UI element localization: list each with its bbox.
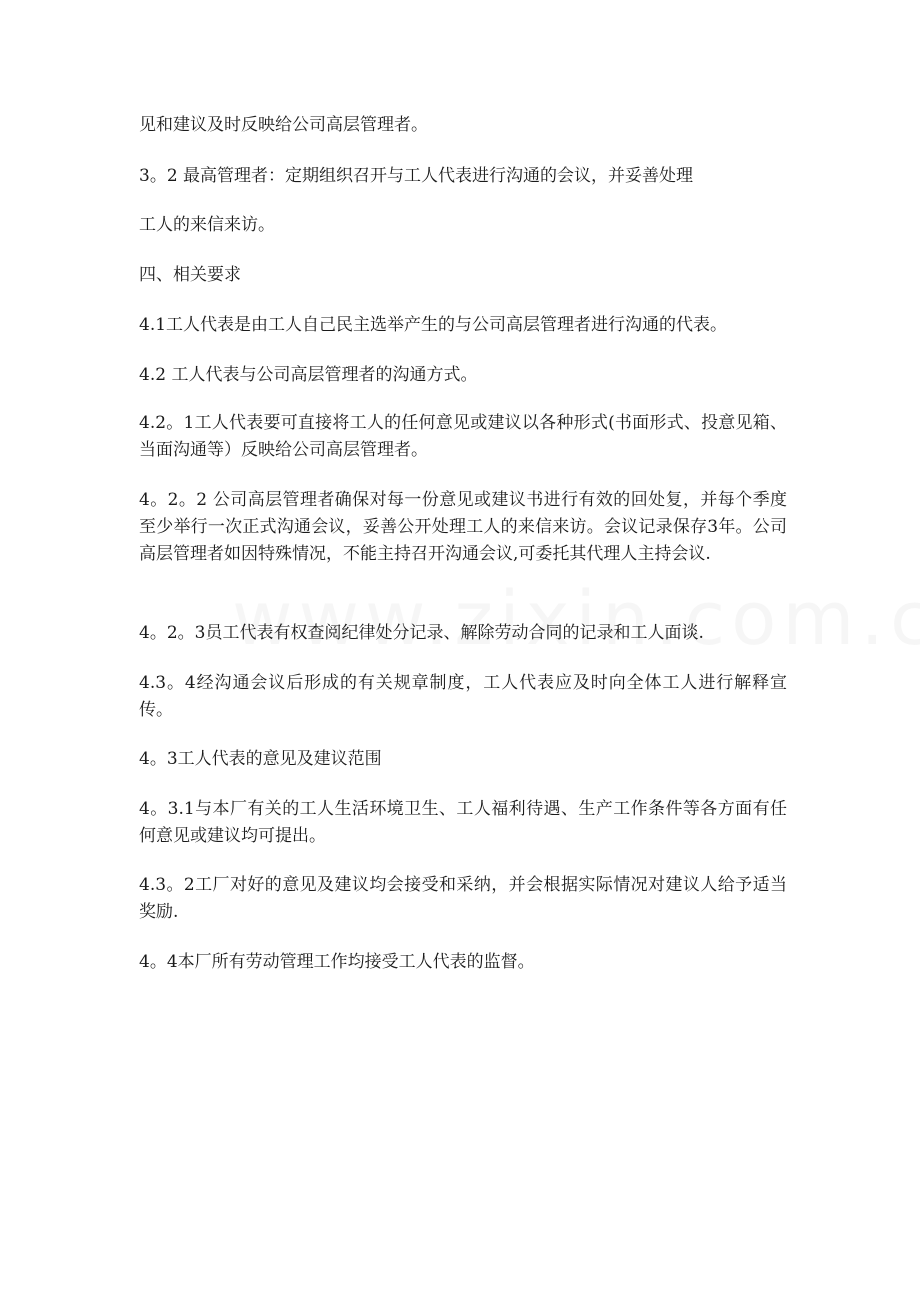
paragraph-4-3: 4。3工人代表的意见及建议范围 xyxy=(139,749,382,769)
watermark xyxy=(232,576,920,662)
paragraph-3: 工人的来信来访。 xyxy=(139,215,275,235)
section-heading: 四、相关要求 xyxy=(139,265,241,285)
paragraph-4-3-4: 4.3。4经沟通会议后形成的有关规章制度，工人代表应及时向全体工人进行解释宣传。 xyxy=(139,673,787,720)
paragraph-1: 见和建议及时反映给公司高层管理者。 xyxy=(139,115,428,135)
paragraph-4-1: 4.1工人代表是由工人自己民主选举产生的与公司高层管理者进行沟通的代表。 xyxy=(139,315,728,335)
paragraph-4-3-2: 4.3。2工厂对好的意见及建议均会接受和采纳，并会根据实际情况对建议人给予适当奖励. xyxy=(139,875,787,922)
paragraph-2: 3。2 最高管理者：定期组织召开与工人代表进行沟通的会议，并妥善处理 xyxy=(139,166,694,186)
paragraph-4-4: 4。4本厂所有劳动管理工作均接受工人代表的监督。 xyxy=(139,952,535,972)
paragraph-4-3-1: 4。3.1与本厂有关的工人生活环境卫生、工人福利待遇、生产工作条件等各方面有任何意见或建议均可提出。 xyxy=(139,799,787,846)
paragraph-4-2: 4.2 工人代表与公司高层管理者的沟通方式。 xyxy=(139,365,478,385)
paragraph-4-2-3: 4。2。3员工代表有权查阅纪律处分记录、解除劳动合同的记录和工人面谈. xyxy=(139,623,704,643)
paragraph-4-2-2: 4。2。2 公司高层管理者确保对每一份意见或建议书进行有效的回处复，并每个季度至少举行一次正式沟通会议，妥善公开处理工人的来信来访。会议记录保存3年。公司高层管理者如因特殊情况，不能主持召开沟通会议,可委托其代理人主持会议. xyxy=(139,490,787,564)
paragraph-4-2-1: 4.2。1工人代表要可直接将工人的任何意见或建议以各种形式(书面形式、投意见箱、当面沟通等）反映给公司高层管理者。 xyxy=(139,413,787,460)
